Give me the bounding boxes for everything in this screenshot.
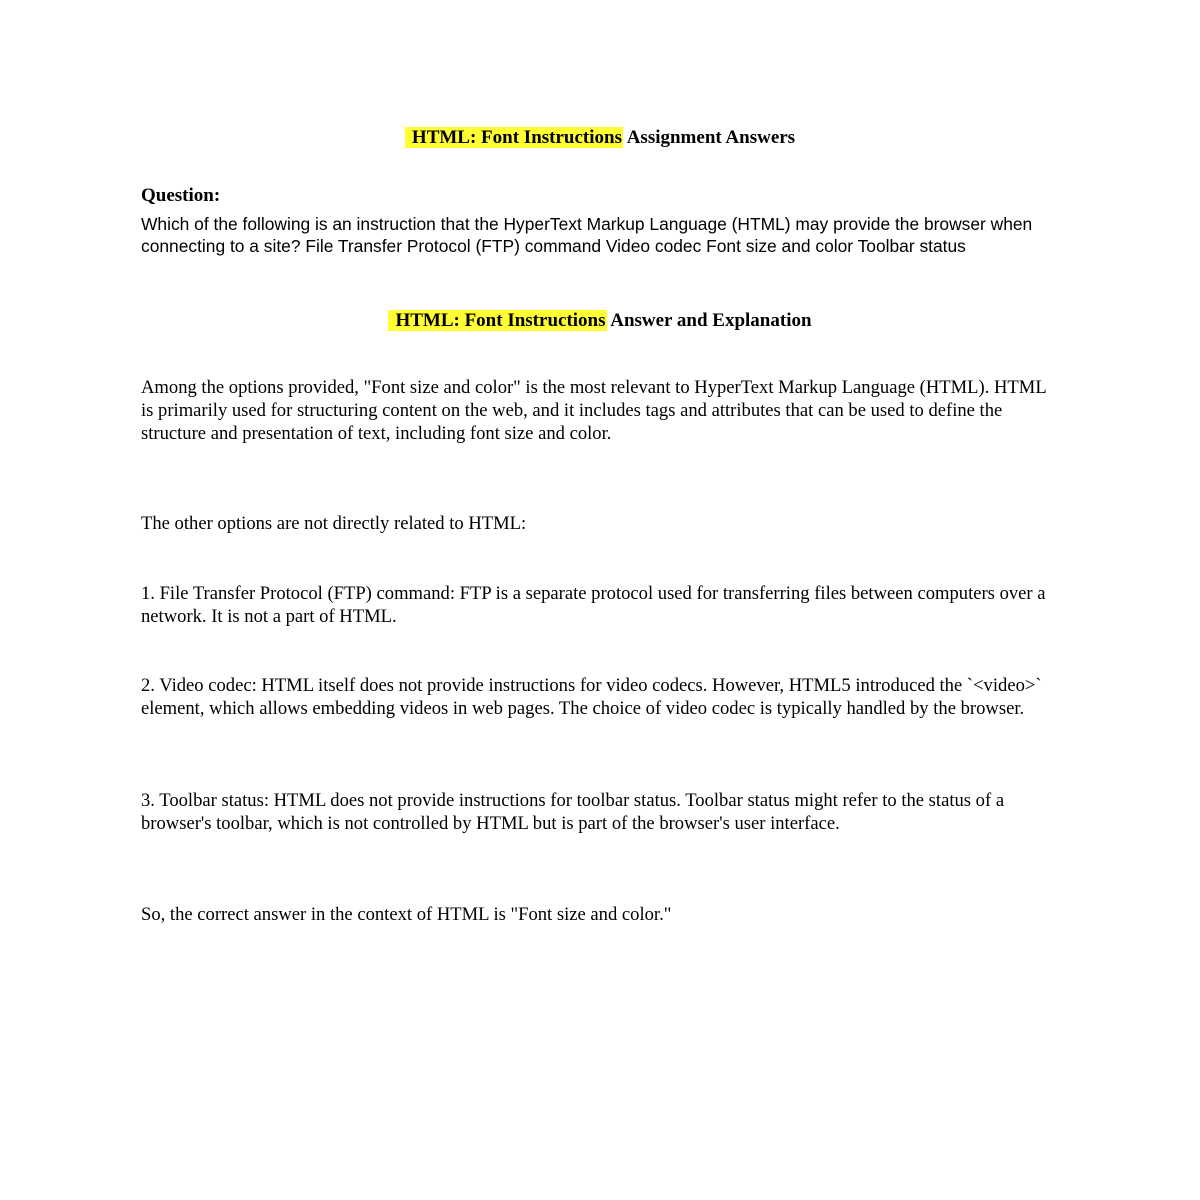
other-options-intro: The other options are not directly related to HTML: [141, 513, 527, 534]
title-rest: Assignment Answers [623, 127, 796, 148]
answer-title-rest: Answer and Explanation [606, 310, 812, 331]
assignment-title [0, 126, 1200, 150]
option-video-codec-explanation: 2. Video codec: HTML itself does not provide instructions for video codecs. However, HTML5 introduced the `<video>` element, which allows embedding videos in web pages. The choice of video codec is typically handled by the browser. [141, 675, 1042, 719]
answer-title [0, 309, 1200, 333]
option-toolbar-status-explanation: 3. Toolbar status: HTML does not provide instructions for toolbar status. Toolbar status might refer to the status of a browser's toolbar, which is not controlled by HTML but is part of the browser's user interface. [141, 790, 1005, 834]
title-highlight: HTML: Font Instructions [405, 127, 623, 148]
conclusion-paragraph: So, the correct answer in the context of HTML is "Font size and color." [141, 904, 672, 925]
question-heading: Question: [141, 185, 221, 206]
question-text: Which of the following is an instruction that the HyperText Markup Language (HTML) may provide the browser when connecting to a site? File Transfer Protocol (FTP) command Video codec Font size and color Toolbar status [141, 214, 1033, 256]
answer-title-highlight: HTML: Font Instructions [388, 310, 606, 331]
option-ftp-explanation: 1. File Transfer Protocol (FTP) command: FTP is a separate protocol used for transferring files between computers over a network. It is not a part of HTML. [141, 583, 1046, 627]
answer-paragraph: Among the options provided, "Font size and color" is the most relevant to HyperText Markup Language (HTML). HTML is primarily used for structuring content on the web, and it includes tags and attributes that can be used to define the structure and presentation of text, including font size and color. [141, 377, 1046, 444]
